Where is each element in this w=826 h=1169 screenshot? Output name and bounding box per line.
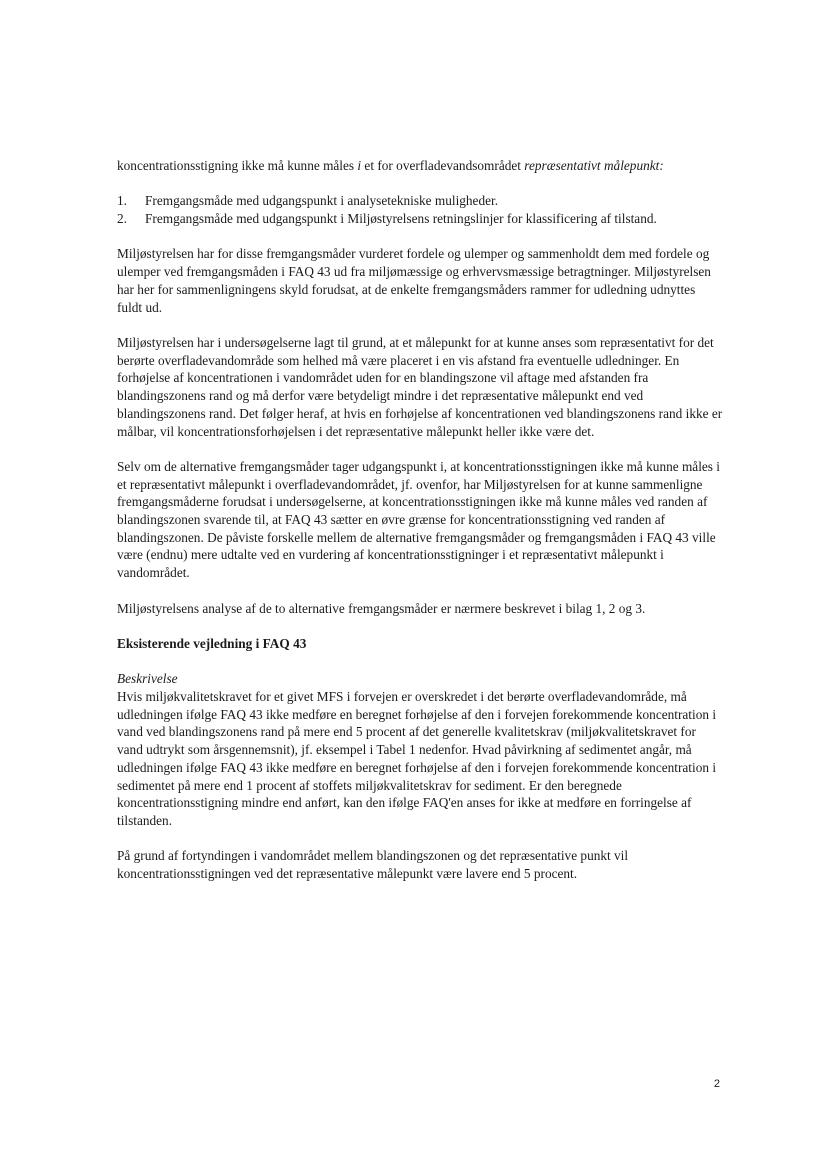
- list-item-text: Fremgangsmåde med udgangspunkt i Miljøstyrelsens retningslinjer for klassificering af tilstand.: [145, 211, 657, 227]
- section-heading: Eksisterende vejledning i FAQ 43: [117, 635, 307, 651]
- page-number: 2: [713, 1078, 720, 1090]
- list-item-text: Fremgangsmåde med udgangspunkt i analysetekniske muligheder.: [145, 193, 499, 209]
- paragraph: Miljøstyrelsen har i undersøgelserne lagt til grund, at et målepunkt for at kunne anses som repræsentativt for det berørte overfladevandområde som helhed må være placeret i en vis afstand fra eventuelle udledninger. En forhøjelse af koncentrationen i vandområdet uden for en blandingszone vil aftage med afstanden fra blandingszonens rand og må derfor være betydeligt mindre i det repræsentative målepunkt end ved blandingszonens rand. Det følger heraf, at hvis en forhøjelse af koncentrationen ved blandingszonens rand ikke er målbar, vil koncentrationsforhøjelsen i det repræsentative målepunkt heller ikke være det.: [117, 334, 723, 439]
- intro-text-mid: et for overfladevandsområdet: [361, 158, 525, 173]
- page-content: [117, 157, 723, 883]
- paragraph: Selv om de alternative fremgangsmåder tager udgangspunkt i, at koncentrationsstigningen ikke må kunne måles i et repræsentativt målepunkt i overfladevandområdet, jf. ovenfor, har Miljøstyrelsen for at kunne sammenligne fremgangsmåderne forudsat i undersøgelserne, at koncentrationsstigningen ikke må kunne måles ved randen af blandingszonen svarende til, at FAQ 43 sætter en øvre grænse for koncentrationsstigning ved randen af blandingszonen. De påviste forskelle mellem de alternative fremgangsmåder og fremgangsmåden i FAQ 43 ville være (endnu) mere udtalte ved en vurdering af koncentrationsstigninger i et repræsentativt målepunkt i vandområdet.: [117, 458, 720, 581]
- paragraph: Miljøstyrelsens analyse af de to alternative fremgangsmåder er nærmere beskrevet i bilag 1, 2 og 3.: [117, 600, 646, 616]
- intro-text: koncentrationsstigning ikke må kunne måles: [117, 158, 358, 173]
- intro-emphasis-term: repræsentativt målepunkt: [524, 158, 660, 173]
- list-item: [117, 192, 723, 210]
- method-list: [117, 192, 723, 227]
- list-item-number: 1.: [117, 193, 127, 209]
- intro-colon: :: [659, 158, 664, 173]
- intro-emphasis-i: i: [357, 158, 362, 173]
- section-subheading: Beskrivelse: [117, 671, 178, 687]
- list-item-number: 2.: [117, 211, 127, 227]
- list-item: [117, 210, 723, 228]
- section-closing: På grund af fortyndingen i vandområdet mellem blandingszonen og det repræsentative punkt vil koncentrationsstigningen ved det repræsentative målepunkt være lavere end 5 procent.: [117, 848, 629, 881]
- section-body: Hvis miljøkvalitetskravet for et givet MFS i forvejen er overskredet i det berørte overfladevandområde, må udledningen ifølge FAQ 43 ikke medføre en beregnet forhøjelse af den i forvejen forekommende koncentration i vand ved blandingszonens rand på mere end 5 procent af det generelle kvalitetskrav (miljøkvalitetskravet for vand udtrykt som årsgennemsnit), jf. eksempel i Tabel 1 nedenfor. Hvad påvirkning af sedimentet angår, må udledningen ifølge FAQ 43 ikke medføre en beregnet forhøjelse af den i forvejen forekommende koncentration i sedimentet på mere end 1 procent af stoffets miljøkvalitetskrav for sediment. Er den beregnede koncentrationsstigning mindre end anført, kan den ifølge FAQ'en anses for ikke at medføre en forringelse af tilstanden.: [117, 688, 717, 828]
- intro-paragraph: [117, 157, 723, 175]
- paragraph: Miljøstyrelsen har for disse fremgangsmåder vurderet fordele og ulemper og sammenholdt dem med fordele og ulemper ved fremgangsmåden i FAQ 43 ud fra miljømæssige og erhvervsmæssige betragtninger. Miljøstyrelsen har her for sammenligningens skyld forudsat, at de enkelte fremgangsmåders rammer for udledning udnyttes fuldt ud.: [117, 246, 711, 315]
